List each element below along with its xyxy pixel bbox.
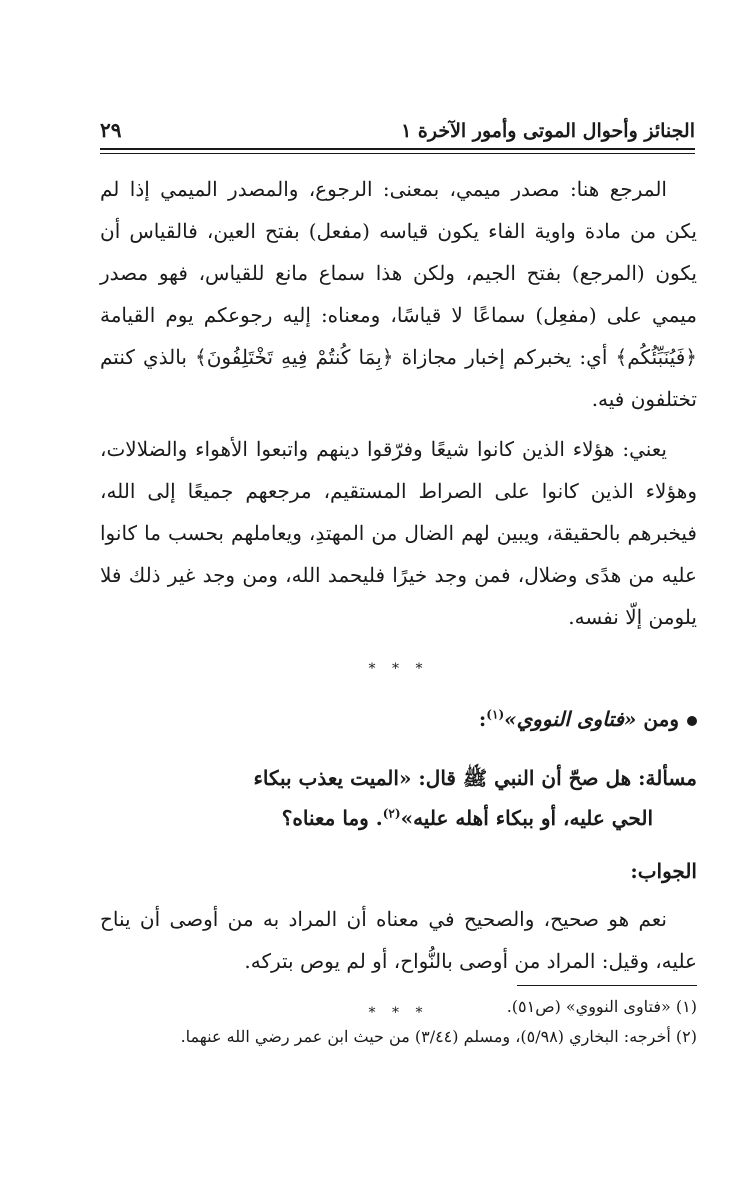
page-number: ٢٩: [100, 118, 122, 142]
footnotes: [100, 992, 697, 1052]
footnote-ref-2: (٢): [382, 806, 401, 821]
paragraph-2: يعني: هؤلاء الذين كانوا شيعًا وفرّقوا دينهم واتبعوا الأهواء والضلالات، وهؤلاء الذين كانوا على الصراط المستقيم، مرجعهم جميعًا إلى الله، فيخبرهم بالحقيقة، ويبين لهم الضال من المهتدِ، ويعاملهم بحسب ما كانوا عليه من هدًى وضلال، فمن وجد خيرًا فليحمد الله، ومن وجد غير ذلك فلا يلومن إلّا نفسه.: [100, 437, 697, 629]
header-rule: [100, 148, 695, 154]
source-heading: [100, 698, 697, 740]
answer-text: نعم هو صحيح، والصحيح في معناه أن المراد به من أوصى أن يناح عليه، وقيل: المراد من أوصى بالنُّواح، أو لم يوص بتركه.: [100, 907, 697, 973]
question-line-2-text: الحي عليه، أو ببكاء أهله عليه»: [400, 806, 653, 830]
page-header: [100, 112, 695, 142]
footnote-ref-1: (١): [486, 707, 505, 722]
question: [100, 758, 697, 838]
page-body: [100, 168, 697, 1040]
footnote-rule: [517, 985, 697, 986]
section-divider-stars-2: * * *: [368, 1005, 429, 1021]
footnote-1: (١) «فتاوى النووي» (ص٥١).: [506, 997, 697, 1016]
source-prefix: ومن: [643, 707, 679, 731]
question-line-1: مسألة: هل صحّ أن النبي ﷺ قال: «الميت يعذب ببكاء: [253, 766, 697, 790]
question-line-2: [100, 798, 697, 838]
bullet-icon: [687, 716, 697, 726]
source-suffix: :: [478, 707, 487, 731]
footnote-2: (٢) أخرجه: البخاري (٥/٩٨)، ومسلم (٣/٤٤) من حيث ابن عمر رضي الله عنهما.: [180, 1027, 697, 1046]
running-title: الجنائز وأحوال الموتى وأمور الآخرة ١: [401, 120, 695, 142]
question-end: . وما معناه؟: [281, 806, 383, 830]
paragraph-1: المرجع هنا: مصدر ميمي، بمعنى: الرجوع، والمصدر الميمي إذا لم يكن من مادة واوية الفاء يكون قياسه (مفعل) بفتح العين، فالقياس أن يكون (المرجع) بفتح الجيم، ولكن هذا سماع مانع للقياس، فهو مصدر ميمي على (مفعِل) سماعًا لا قياسًا، ومعناه: إليه رجوعكم يوم القيامة ﴿فَيُنَبِّئُكُم﴾ أي: يخبركم إخبار مجازاة ﴿بِمَا كُنتُمْ فِيهِ تَخْتَلِفُونَ﴾ بالذي كنتم تختلفون فيه.: [100, 177, 697, 411]
answer-label: الجواب:: [630, 859, 697, 883]
source-name: «فتاوى النووي»: [504, 707, 637, 731]
section-divider-stars: * * *: [368, 661, 429, 677]
